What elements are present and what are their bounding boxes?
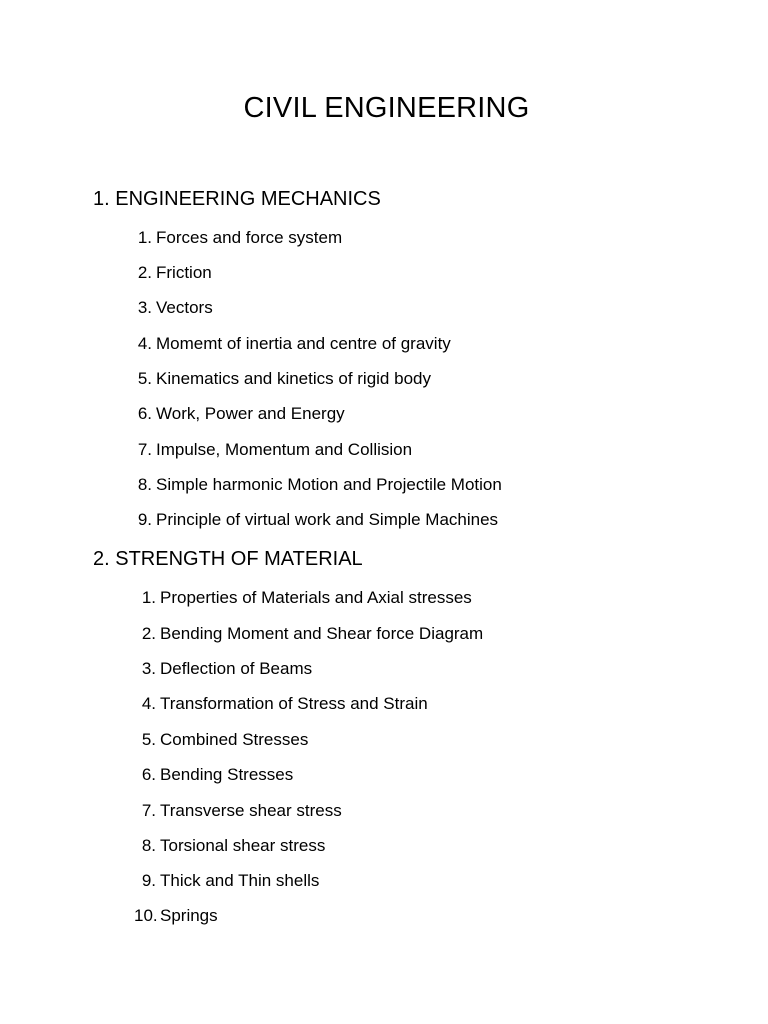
list-item — [135, 439, 412, 461]
list-item — [135, 403, 345, 425]
item-text: Deflection of Beams — [160, 659, 313, 678]
item-number: 2. — [137, 263, 152, 282]
section-number: 2. — [93, 548, 110, 570]
item-text: Kinematics and kinetics of rigid body — [156, 369, 431, 388]
item-number: 4. — [137, 334, 152, 353]
list-item — [134, 623, 483, 645]
item-number: 7. — [137, 440, 152, 459]
section-heading — [93, 546, 363, 572]
list-item — [134, 835, 325, 857]
item-number: 5. — [141, 730, 156, 749]
item-text: Transformation of Stress and Strain — [160, 694, 428, 713]
item-text: Forces and force system — [156, 228, 343, 247]
item-text: Friction — [156, 263, 212, 282]
item-number: 1. — [137, 228, 152, 247]
item-text: Torsional shear stress — [160, 836, 326, 855]
list-item — [135, 368, 431, 390]
section-heading — [93, 186, 381, 212]
item-number: 9. — [141, 871, 156, 890]
section-number: 1. — [93, 188, 110, 210]
item-text: Impulse, Momentum and Collision — [156, 440, 413, 459]
item-text: Vectors — [156, 298, 213, 317]
item-text: Thick and Thin shells — [160, 871, 320, 890]
item-text: Work, Power and Energy — [156, 404, 345, 423]
list-item — [134, 693, 428, 715]
item-text: Combined Stresses — [160, 730, 309, 749]
list-item — [134, 870, 319, 892]
item-number: 7. — [141, 801, 156, 820]
list-item — [134, 729, 308, 751]
item-number: 4. — [141, 694, 156, 713]
list-item — [134, 764, 293, 786]
document-title: CIVIL ENGINEERING — [243, 92, 530, 124]
item-number: 8. — [137, 475, 152, 494]
item-number: 9. — [137, 510, 152, 529]
list-item — [134, 587, 472, 609]
item-number: 5. — [137, 369, 152, 388]
item-text: Springs — [160, 906, 218, 925]
item-number: 6. — [141, 765, 156, 784]
item-number: 3. — [141, 659, 156, 678]
list-item — [134, 800, 342, 822]
item-number: 10. — [134, 906, 158, 925]
list-item — [135, 227, 342, 249]
item-text: Properties of Materials and Axial stresses — [160, 588, 472, 607]
item-text: Principle of virtual work and Simple Machines — [156, 510, 499, 529]
section-title: ENGINEERING MECHANICS — [115, 188, 381, 210]
list-item — [135, 333, 451, 355]
list-item — [135, 509, 498, 531]
item-number: 3. — [137, 298, 152, 317]
list-item — [134, 905, 218, 927]
list-item — [135, 474, 502, 496]
item-number: 1. — [141, 588, 156, 607]
item-text: Simple harmonic Motion and Projectile Motion — [156, 475, 502, 494]
item-text: Bending Moment and Shear force Diagram — [160, 624, 484, 643]
section-title: STRENGTH OF MATERIAL — [115, 548, 363, 570]
item-text: Bending Stresses — [160, 765, 294, 784]
list-item — [135, 297, 213, 319]
item-number: 6. — [137, 404, 152, 423]
item-number: 8. — [141, 836, 156, 855]
list-item — [134, 658, 312, 680]
list-item — [135, 262, 212, 284]
item-text: Momemt of inertia and centre of gravity — [156, 334, 451, 353]
item-text: Transverse shear stress — [160, 801, 342, 820]
item-number: 2. — [141, 624, 156, 643]
